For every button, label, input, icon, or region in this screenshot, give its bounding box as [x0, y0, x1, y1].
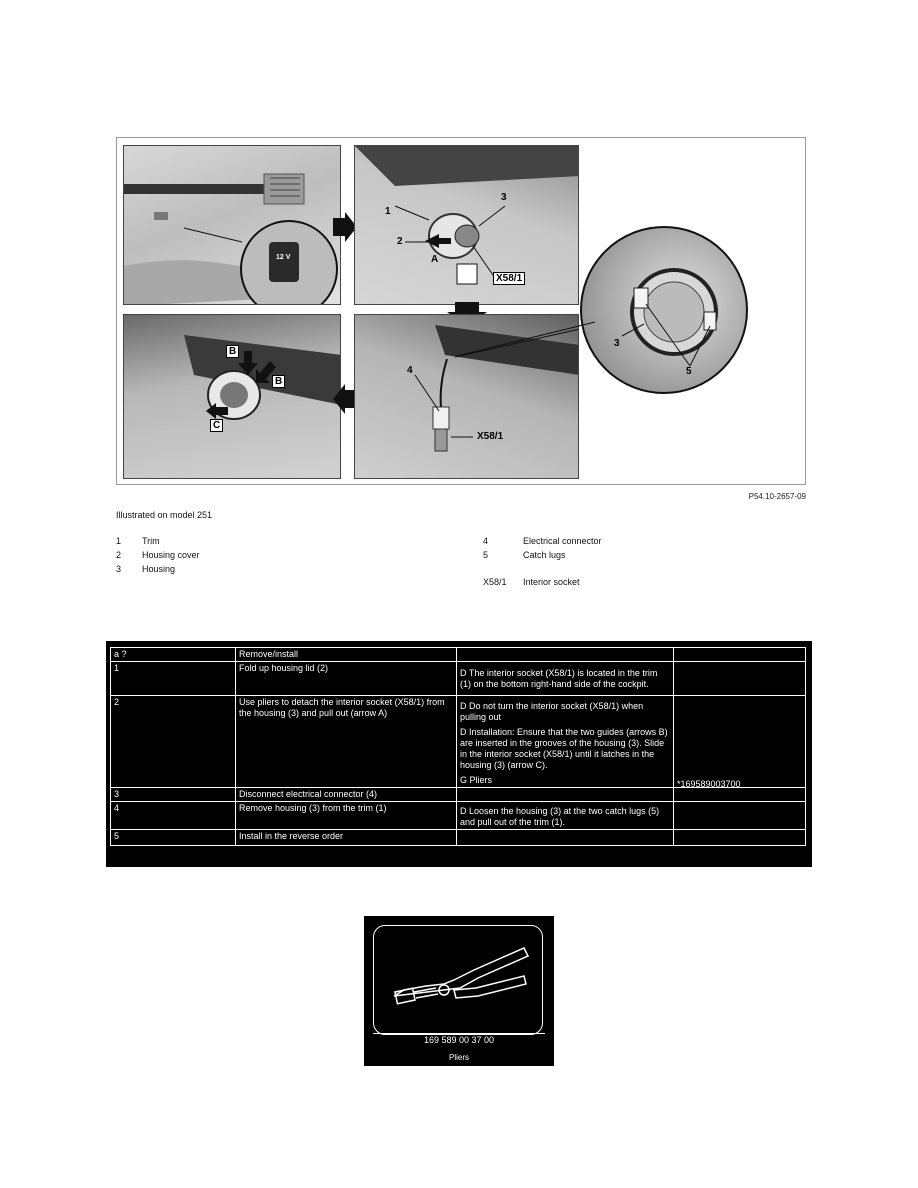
tool-name: Pliers — [448, 1053, 469, 1062]
callout-arrow-a: A — [431, 254, 439, 265]
callout-socket-2: X58/1 — [477, 431, 504, 442]
table-row — [111, 830, 806, 846]
callout-socket: X58/1 — [493, 272, 525, 285]
header-notes-col — [457, 648, 674, 662]
callout-trim: 1 — [385, 206, 391, 217]
header-action-col: Remove/install — [236, 648, 457, 662]
detail-magnified-housing — [580, 226, 748, 394]
step-tool — [674, 802, 806, 830]
step-action: Use pliers to detach the interior socket (X58/1) from the housing (3) and pull out (arrow A) — [236, 696, 457, 788]
step-number: 3 — [111, 788, 236, 802]
table-row — [111, 802, 806, 830]
step-notes — [457, 788, 674, 802]
photo-install-guides — [123, 314, 341, 479]
step-note: D Installation: Ensure that the two guides (arrows B) are inserted in the grooves of the housing (3). Slide in the interior socket (X58/1) until it latches in the housing (3) (arrow C). — [460, 727, 668, 770]
illustration-figure — [116, 137, 806, 485]
step-action: Remove housing (3) from the trim (1) — [236, 802, 457, 830]
step-note: G Pliers — [460, 775, 493, 783]
tool-reference: *169589003700 — [677, 779, 741, 787]
step-number: 1 — [111, 662, 236, 696]
step-notes — [457, 696, 674, 788]
callout-detail-housing: 3 — [614, 338, 620, 349]
step-number: 2 — [111, 696, 236, 788]
step-note: D Do not turn the interior socket (X58/1) when pulling out — [460, 701, 644, 722]
callout-arrow-b-1: B — [226, 345, 239, 358]
callout-housing: 3 — [501, 192, 507, 203]
step-notes — [457, 802, 674, 830]
callout-connector: 4 — [407, 365, 413, 376]
step-note: D Loosen the housing (3) at the two catch lugs (5) and pull out of the trim (1). — [460, 806, 660, 827]
tool-divider — [373, 1033, 545, 1034]
step-number: 4 — [111, 802, 236, 830]
step-tool — [674, 662, 806, 696]
callout-arrow-b-2: B — [272, 375, 285, 388]
header-tool-col — [674, 648, 806, 662]
step-number: 5 — [111, 830, 236, 846]
table-row — [111, 696, 806, 788]
step-tool — [674, 830, 806, 846]
step-tool — [674, 788, 806, 802]
step-action: Install in the reverse order — [236, 830, 457, 846]
step-note: D The interior socket (X58/1) is located in the trim (1) on the bottom right-hand side of the cockpit. — [460, 668, 658, 689]
callout-housing-cover: 2 — [397, 236, 403, 247]
table-row — [111, 662, 806, 696]
photo-trim-housing — [354, 145, 579, 305]
steps-table — [106, 641, 812, 867]
pliers-icon — [374, 926, 542, 1034]
step-action: Disconnect electrical connector (4) — [236, 788, 457, 802]
step-action: Fold up housing lid (2) — [236, 662, 457, 696]
header-step-col: a ? — [111, 648, 236, 662]
step-notes — [457, 830, 674, 846]
table-row — [111, 788, 806, 802]
tool-part-number: 169 589 00 37 00 — [423, 1035, 495, 1045]
tool-illustration-frame — [373, 925, 543, 1035]
callout-detail-lugs: 5 — [686, 366, 692, 377]
step-notes — [457, 662, 674, 696]
callout-arrow-c: C — [210, 419, 223, 432]
step-tool — [674, 696, 806, 788]
table-header-row — [111, 648, 806, 662]
photo-dashboard — [123, 145, 341, 305]
figure-reference: P54.10-2657-09 — [748, 492, 806, 501]
figure-caption: Illustrated on model 251 — [116, 510, 213, 520]
tool-card-pliers — [364, 916, 554, 1066]
detail-leader-line — [457, 318, 597, 358]
plug-label: 12 V — [276, 254, 291, 261]
